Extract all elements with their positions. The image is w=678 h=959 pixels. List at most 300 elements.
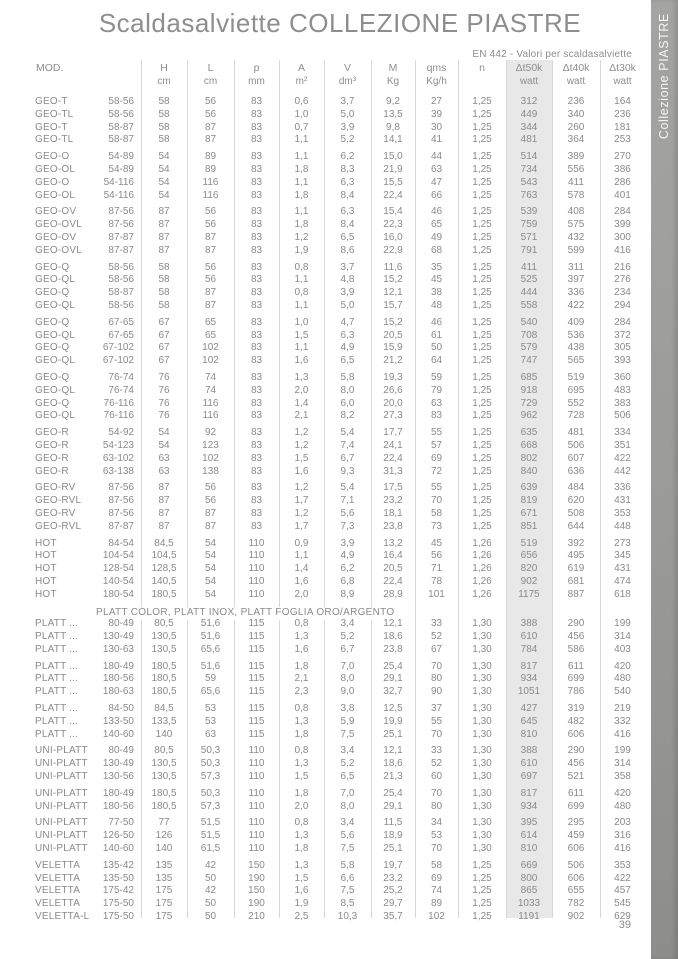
row-group bbox=[35, 372, 645, 423]
value-cell: 5,6 bbox=[340, 830, 355, 842]
value-cell: 558 bbox=[520, 299, 538, 311]
value-cell: 83 bbox=[250, 231, 263, 243]
model-name: GEO-Q bbox=[35, 342, 70, 354]
model-name: UNI-PLATT bbox=[35, 745, 88, 757]
value-cell: 865 bbox=[520, 885, 538, 897]
value-cell: 1,25 bbox=[472, 287, 492, 299]
value-cell: 9,2 bbox=[386, 96, 400, 107]
column-header bbox=[141, 62, 187, 96]
value-cell: 18,9 bbox=[383, 830, 403, 842]
value-cell: 1051 bbox=[517, 686, 541, 698]
model-size: 80-49 bbox=[108, 618, 134, 630]
table-row bbox=[35, 427, 645, 440]
value-cell: 1,25 bbox=[472, 261, 492, 273]
value-cell: 19,7 bbox=[383, 859, 403, 871]
value-cell: 64 bbox=[430, 355, 443, 367]
model-cell bbox=[35, 521, 141, 534]
value-cell: 314 bbox=[614, 758, 631, 770]
value-cell: 21,9 bbox=[383, 163, 403, 175]
value-cell: 20,5 bbox=[383, 563, 403, 575]
model-name: HOT bbox=[35, 537, 57, 549]
value-cell: 7,0 bbox=[340, 660, 355, 672]
value-cell: 351 bbox=[614, 439, 631, 451]
value-cell: 5,0 bbox=[340, 108, 355, 120]
value-cell: 104,5 bbox=[151, 550, 177, 562]
value-cell: 353 bbox=[614, 859, 631, 871]
value-cell: 63 bbox=[430, 397, 443, 409]
value-cell: 284 bbox=[614, 206, 631, 218]
value-cell: 123 bbox=[202, 439, 219, 451]
model-cell bbox=[35, 440, 141, 453]
value-cell: 25,1 bbox=[383, 843, 403, 855]
value-cell: 1191 bbox=[518, 911, 540, 923]
value-cell: 1,25 bbox=[472, 410, 492, 422]
table-row bbox=[35, 109, 645, 122]
value-cell: 30 bbox=[430, 121, 443, 133]
value-cell: 116 bbox=[202, 189, 219, 201]
model-size: 54-116 bbox=[103, 189, 134, 201]
value-cell: 556 bbox=[567, 163, 585, 175]
value-cell: 58 bbox=[430, 507, 443, 519]
table-row bbox=[35, 686, 645, 699]
value-cell: 448 bbox=[614, 520, 631, 532]
model-cell bbox=[35, 427, 141, 440]
model-cell bbox=[35, 843, 141, 856]
model-name: GEO-OL bbox=[35, 189, 76, 201]
value-cell: 116 bbox=[202, 176, 219, 188]
model-size: 180-54 bbox=[102, 588, 134, 600]
value-cell: 1,30 bbox=[472, 703, 492, 715]
column-unit: mm bbox=[248, 76, 265, 87]
value-cell: 685 bbox=[520, 371, 538, 383]
value-cell: 408 bbox=[567, 206, 585, 218]
value-cell: 655 bbox=[567, 885, 585, 897]
value-cell: 89 bbox=[204, 163, 217, 175]
value-cell: 58 bbox=[158, 287, 170, 299]
model-size: 67-65 bbox=[108, 316, 134, 328]
value-cell: 1,25 bbox=[472, 859, 492, 871]
value-cell: 115 bbox=[248, 643, 265, 655]
table-row bbox=[35, 206, 645, 219]
value-cell: 1,25 bbox=[472, 371, 492, 383]
value-cell: 83 bbox=[430, 410, 443, 422]
value-cell: 8,9 bbox=[340, 588, 355, 600]
model-cell bbox=[35, 830, 141, 843]
value-cell: 83 bbox=[250, 329, 263, 341]
model-size: 126-50 bbox=[102, 830, 134, 842]
value-cell: 102 bbox=[202, 452, 219, 464]
value-cell: 140 bbox=[155, 728, 173, 740]
value-cell: 902 bbox=[567, 911, 585, 923]
value-cell: 41 bbox=[430, 134, 443, 146]
value-cell: 25,1 bbox=[383, 728, 403, 740]
value-cell: 51,5 bbox=[200, 830, 221, 842]
value-cell: 639 bbox=[520, 482, 538, 494]
value-cell: 5,4 bbox=[340, 482, 355, 494]
value-cell: 6,3 bbox=[340, 176, 355, 188]
value-cell: 61,5 bbox=[200, 843, 221, 855]
value-cell: 83 bbox=[250, 507, 263, 519]
value-cell: 1,25 bbox=[472, 427, 492, 439]
table-row bbox=[35, 898, 645, 911]
value-cell: 1,30 bbox=[472, 728, 492, 740]
model-name: UNI-PLATT bbox=[35, 787, 88, 799]
table-row bbox=[35, 177, 645, 190]
value-cell: 1,6 bbox=[294, 355, 309, 367]
table-row bbox=[35, 274, 645, 287]
model-cell bbox=[35, 729, 141, 742]
value-cell: 68 bbox=[430, 244, 443, 256]
value-cell: 13,2 bbox=[383, 537, 403, 549]
value-cell: 56 bbox=[204, 219, 217, 231]
value-cell: 360 bbox=[614, 371, 631, 383]
row-group bbox=[35, 427, 645, 478]
table-row bbox=[35, 788, 645, 801]
value-cell: 74 bbox=[204, 371, 217, 383]
value-cell: 1,4 bbox=[294, 397, 309, 409]
row-group bbox=[35, 317, 645, 368]
value-cell: 480 bbox=[614, 673, 631, 685]
value-cell: 83 bbox=[250, 465, 263, 477]
value-cell: 1,5 bbox=[294, 872, 309, 884]
value-cell: 431 bbox=[614, 495, 631, 507]
value-cell: 1,25 bbox=[472, 121, 492, 133]
value-cell: 14,1 bbox=[383, 134, 403, 146]
model-cell bbox=[35, 758, 141, 771]
model-size: 54-116 bbox=[103, 176, 134, 188]
value-cell: 411 bbox=[521, 261, 537, 273]
model-name: GEO-OVL bbox=[35, 244, 82, 256]
value-cell: 74 bbox=[204, 384, 217, 396]
value-cell: 58 bbox=[158, 299, 170, 311]
value-cell: 6,6 bbox=[340, 872, 355, 884]
value-cell: 83 bbox=[250, 219, 263, 231]
value-cell: 39 bbox=[430, 108, 443, 120]
value-cell: 58 bbox=[158, 108, 170, 120]
model-name: GEO-Q bbox=[35, 287, 70, 299]
model-cell bbox=[35, 644, 141, 657]
value-cell: 599 bbox=[567, 244, 585, 256]
model-name: GEO-QL bbox=[35, 329, 76, 341]
value-cell: 319 bbox=[567, 703, 585, 715]
value-cell: 305 bbox=[614, 342, 631, 354]
table-row bbox=[35, 232, 645, 245]
value-cell: 234 bbox=[614, 287, 631, 299]
value-cell: 432 bbox=[567, 231, 585, 243]
value-cell: 1,2 bbox=[294, 439, 309, 451]
model-cell bbox=[35, 164, 141, 177]
value-cell: 656 bbox=[520, 550, 538, 562]
table-row bbox=[35, 745, 645, 758]
value-cell: 63 bbox=[158, 465, 170, 477]
value-cell: 175 bbox=[155, 911, 173, 923]
value-cell: 90 bbox=[430, 686, 443, 698]
model-name: GEO-T bbox=[35, 96, 68, 107]
value-cell: 1,25 bbox=[472, 244, 492, 256]
value-cell: 484 bbox=[567, 482, 585, 494]
value-cell: 29,1 bbox=[383, 673, 403, 685]
value-cell: 1,25 bbox=[472, 384, 492, 396]
value-cell: 284 bbox=[614, 316, 631, 328]
value-cell: 83 bbox=[250, 299, 263, 311]
value-cell: 420 bbox=[614, 660, 631, 672]
value-cell: 1,25 bbox=[472, 189, 492, 201]
model-cell bbox=[35, 771, 141, 784]
model-size: 84-54 bbox=[108, 537, 134, 549]
value-cell: 668 bbox=[520, 439, 538, 451]
value-cell: 115 bbox=[248, 728, 265, 740]
value-cell: 25,2 bbox=[383, 885, 403, 897]
value-cell: 31,3 bbox=[383, 465, 403, 477]
value-cell: 4,9 bbox=[340, 550, 355, 562]
value-cell: 1,6 bbox=[294, 465, 309, 477]
value-cell: 444 bbox=[520, 287, 538, 299]
value-cell: 50 bbox=[204, 898, 217, 910]
value-cell: 383 bbox=[614, 397, 631, 409]
value-cell: 539 bbox=[520, 206, 538, 218]
model-cell bbox=[35, 550, 141, 563]
value-cell: 1,3 bbox=[294, 859, 309, 871]
value-cell: 449 bbox=[520, 108, 538, 120]
value-cell: 76 bbox=[158, 397, 170, 409]
value-cell: 180,5 bbox=[151, 673, 177, 685]
value-cell: 1,9 bbox=[294, 898, 309, 910]
model-size: 175-50 bbox=[102, 898, 134, 910]
value-cell: 15,2 bbox=[383, 274, 403, 286]
value-cell: 1,1 bbox=[294, 151, 309, 163]
value-cell: 3,9 bbox=[340, 121, 355, 133]
model-size: 135-50 bbox=[102, 872, 134, 884]
value-cell: 83 bbox=[250, 151, 263, 163]
value-cell: 934 bbox=[520, 800, 538, 812]
value-cell: 1,30 bbox=[472, 643, 492, 655]
value-cell: 1,30 bbox=[472, 715, 492, 727]
column-unit: watt bbox=[566, 76, 586, 87]
value-cell: 53 bbox=[204, 703, 217, 715]
model-size: 130-56 bbox=[102, 771, 134, 783]
model-cell bbox=[35, 673, 141, 686]
value-cell: 8,2 bbox=[340, 410, 355, 422]
model-cell bbox=[35, 589, 141, 602]
model-name: GEO-O bbox=[35, 151, 70, 163]
value-cell: 5,2 bbox=[340, 134, 355, 146]
value-cell: 5,2 bbox=[340, 631, 355, 643]
row-group bbox=[35, 538, 645, 602]
model-size: 77-50 bbox=[108, 817, 134, 829]
value-cell: 20,0 bbox=[383, 397, 403, 409]
value-cell: 1,6 bbox=[294, 885, 309, 897]
value-cell: 645 bbox=[520, 715, 538, 727]
row-group bbox=[35, 151, 645, 202]
value-cell: 2,0 bbox=[294, 800, 309, 812]
value-cell: 115 bbox=[248, 673, 265, 685]
value-cell: 1,30 bbox=[472, 830, 492, 842]
model-size: 67-102 bbox=[102, 355, 134, 367]
value-cell: 802 bbox=[520, 452, 538, 464]
model-name: GEO-RV bbox=[35, 482, 76, 494]
value-cell: 190 bbox=[248, 898, 265, 910]
value-cell: 29,1 bbox=[383, 800, 403, 812]
value-cell: 20,5 bbox=[383, 329, 403, 341]
value-cell: 273 bbox=[614, 537, 631, 549]
model-size: 140-60 bbox=[102, 843, 134, 855]
value-cell: 25,4 bbox=[383, 787, 403, 799]
value-cell: 37 bbox=[430, 703, 443, 715]
value-cell: 26,6 bbox=[383, 384, 403, 396]
value-cell: 422 bbox=[614, 872, 631, 884]
value-cell: 34 bbox=[430, 817, 443, 829]
model-name: GEO-TL bbox=[35, 108, 74, 120]
value-cell: 76 bbox=[158, 371, 170, 383]
value-cell: 87 bbox=[158, 219, 170, 231]
value-cell: 52 bbox=[430, 758, 443, 770]
value-cell: 1,25 bbox=[472, 96, 492, 107]
value-cell: 42 bbox=[204, 859, 217, 871]
value-cell: 80 bbox=[430, 800, 443, 812]
value-cell: 1,25 bbox=[472, 108, 492, 120]
table-body bbox=[35, 96, 645, 924]
value-cell: 17,5 bbox=[383, 482, 403, 494]
model-cell bbox=[35, 716, 141, 729]
value-cell: 1,3 bbox=[294, 631, 309, 643]
model-size: 67-102 bbox=[102, 342, 134, 354]
value-cell: 65 bbox=[430, 219, 443, 231]
value-cell: 13,5 bbox=[383, 108, 403, 120]
value-cell: 87 bbox=[158, 507, 170, 519]
value-cell: 67 bbox=[158, 355, 170, 367]
table-row bbox=[35, 576, 645, 589]
value-cell: 7,5 bbox=[340, 843, 355, 855]
value-cell: 72 bbox=[430, 465, 443, 477]
value-cell: 1,25 bbox=[472, 520, 492, 532]
value-cell: 962 bbox=[520, 410, 538, 422]
value-cell: 1,8 bbox=[294, 189, 309, 201]
model-name: HOT bbox=[35, 588, 57, 600]
section-header-label: PLATT COLOR, PLATT INOX, PLATT FOGLIA ORO/ARGENTO bbox=[93, 607, 397, 620]
value-cell: 80,5 bbox=[154, 745, 174, 757]
value-cell: 3,4 bbox=[340, 618, 355, 630]
model-cell bbox=[35, 206, 141, 219]
table-row bbox=[35, 703, 645, 716]
model-size: 128-54 bbox=[102, 563, 134, 575]
table-row bbox=[35, 410, 645, 423]
value-cell: 388 bbox=[520, 618, 538, 630]
model-name: GEO-Q bbox=[35, 261, 70, 273]
value-cell: 56 bbox=[204, 108, 217, 120]
value-cell: 0,8 bbox=[294, 618, 309, 630]
value-cell: 22,4 bbox=[383, 452, 403, 464]
model-size: 130-63 bbox=[102, 643, 134, 655]
model-cell bbox=[35, 873, 141, 886]
table-row bbox=[35, 482, 645, 495]
value-cell: 1,2 bbox=[294, 482, 309, 494]
value-cell: 7,5 bbox=[340, 728, 355, 740]
value-cell: 695 bbox=[567, 384, 585, 396]
model-cell bbox=[35, 262, 141, 275]
row-group bbox=[35, 206, 645, 257]
model-cell bbox=[35, 122, 141, 135]
value-cell: 236 bbox=[567, 96, 585, 107]
model-size: 130-49 bbox=[102, 758, 134, 770]
value-cell: 1,9 bbox=[294, 244, 309, 256]
model-cell bbox=[35, 631, 141, 644]
model-name: PLATT ... bbox=[35, 673, 79, 685]
model-size: 180-63 bbox=[102, 686, 134, 698]
value-cell: 1,2 bbox=[294, 231, 309, 243]
column-label: MOD. bbox=[36, 62, 64, 74]
value-cell: 67 bbox=[158, 342, 170, 354]
value-cell: 58 bbox=[158, 261, 170, 273]
table-row bbox=[35, 661, 645, 674]
value-cell: 115 bbox=[248, 618, 265, 630]
model-size: 87-87 bbox=[108, 520, 134, 532]
value-cell: 110 bbox=[248, 588, 265, 600]
value-cell: 55 bbox=[430, 427, 443, 439]
value-cell: 89 bbox=[430, 898, 443, 910]
row-group bbox=[35, 96, 645, 147]
model-name: UNI-PLATT bbox=[35, 817, 88, 829]
value-cell: 5,2 bbox=[340, 758, 355, 770]
value-cell: 747 bbox=[520, 355, 538, 367]
value-cell: 110 bbox=[248, 550, 265, 562]
value-cell: 0,7 bbox=[294, 121, 309, 133]
value-cell: 59 bbox=[204, 673, 217, 685]
standard-note: EN 442 - Valori per scaldasalviette bbox=[472, 49, 632, 60]
value-cell: 9,0 bbox=[340, 686, 355, 698]
model-cell bbox=[35, 911, 141, 924]
value-cell: 1033 bbox=[517, 898, 541, 910]
value-cell: 46 bbox=[430, 206, 443, 218]
value-cell: 519 bbox=[520, 537, 538, 549]
value-cell: 0,8 bbox=[294, 261, 309, 273]
value-cell: 83 bbox=[250, 410, 263, 422]
value-cell: 70 bbox=[430, 728, 443, 740]
value-cell: 3,7 bbox=[340, 96, 355, 107]
value-cell: 474 bbox=[614, 575, 631, 587]
row-group bbox=[35, 817, 645, 855]
value-cell: 422 bbox=[567, 299, 585, 311]
value-cell: 1,8 bbox=[294, 728, 309, 740]
model-cell bbox=[35, 538, 141, 551]
value-cell: 681 bbox=[567, 575, 585, 587]
value-cell: 18,6 bbox=[383, 758, 403, 770]
value-cell: 1,8 bbox=[294, 843, 309, 855]
value-cell: 817 bbox=[520, 660, 538, 672]
value-cell: 1,1 bbox=[294, 176, 309, 188]
table-row bbox=[35, 190, 645, 203]
model-name: HOT bbox=[35, 550, 57, 562]
value-cell: 67 bbox=[158, 316, 170, 328]
value-cell: 759 bbox=[520, 219, 538, 231]
value-cell: 606 bbox=[567, 843, 585, 855]
value-cell: 1,25 bbox=[472, 872, 492, 884]
value-cell: 11,6 bbox=[383, 261, 403, 273]
value-cell: 629 bbox=[614, 911, 631, 923]
value-cell: 270 bbox=[614, 151, 631, 163]
table-row bbox=[35, 801, 645, 814]
value-cell: 28,9 bbox=[383, 588, 403, 600]
table-row bbox=[35, 300, 645, 313]
value-cell: 32,7 bbox=[383, 686, 403, 698]
model-cell bbox=[35, 661, 141, 674]
value-cell: 540 bbox=[614, 686, 631, 698]
model-name: GEO-OV bbox=[35, 206, 77, 218]
model-cell bbox=[35, 190, 141, 203]
value-cell: 18,6 bbox=[383, 631, 403, 643]
model-size: 130-49 bbox=[102, 631, 134, 643]
value-cell: 65 bbox=[204, 316, 217, 328]
value-cell: 181 bbox=[614, 121, 631, 133]
